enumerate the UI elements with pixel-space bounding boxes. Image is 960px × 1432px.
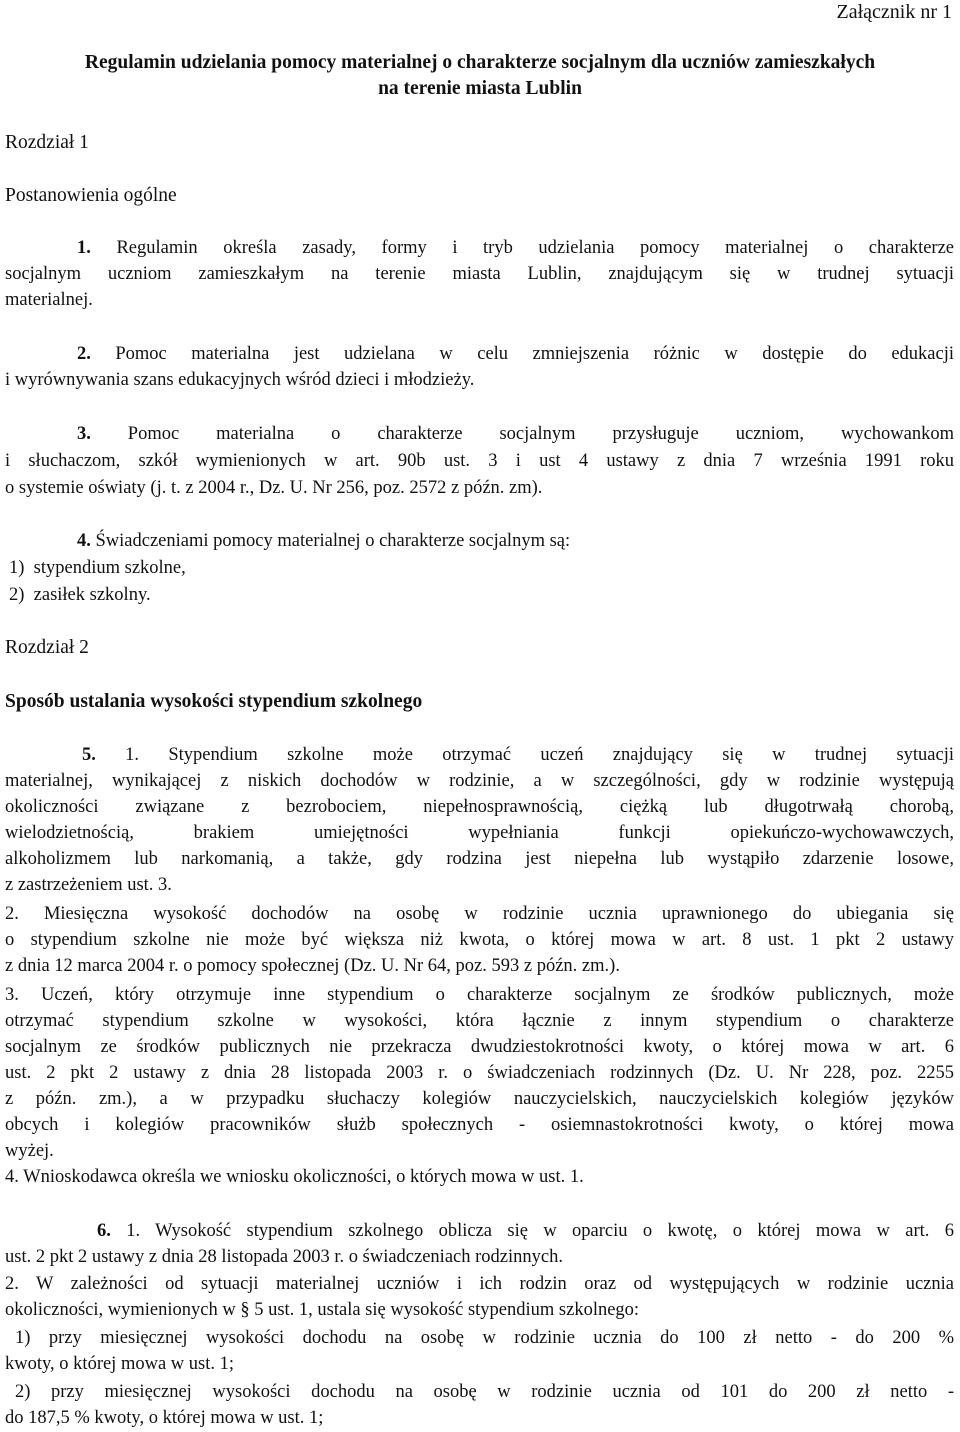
paragraph-5-line: materialnej, wynikającej z niskich dochodów w rodzinie, a w szczególności, gdy w rodzinie występują bbox=[5, 771, 954, 791]
paragraph-2-line-1: 2. Pomoc materialna jest udzielana w celu zmniejszenia różnic w dostępie do edukacji bbox=[77, 344, 954, 364]
paragraph-5-line: obcych i kolegiów pracowników służb społecznych - osiemnastokrotności kwoty, o której mowa bbox=[5, 1115, 954, 1135]
list-item-continuation: kwoty, o której mowa w ust. 1; bbox=[5, 1354, 235, 1374]
attachment-label: Załącznik nr 1 bbox=[836, 1, 952, 23]
paragraph-5-line: wielodzietnością, brakiem umiejętności wypełniania funkcji opiekuńczo-wychowawczych, bbox=[5, 823, 954, 843]
paragraph-2-number: 2. bbox=[77, 344, 91, 364]
paragraph-4-line-1: 4. Świadczeniami pomocy materialnej o charakterze socjalnym są: bbox=[77, 531, 571, 551]
list-item: 2) przy miesięcznej wysokości dochodu na osobę w rodzinie ucznia od 101 do 200 zł netto - bbox=[15, 1382, 954, 1402]
paragraph-5-line: z późn. zm.), a w przypadku słuchaczy kolegiów nauczycielskich, nauczycielskich kolegiów języków bbox=[5, 1089, 954, 1109]
paragraph-6-line: ust. 2 pkt 2 ustawy z dnia 28 listopada 2003 r. o świadczeniach rodzinnych. bbox=[5, 1247, 563, 1267]
chapter-2-label: Rozdział 2 bbox=[5, 637, 89, 658]
document-title-line-1: Regulamin udzielania pomocy materialnej o charakterze socjalnym dla uczniów zamieszkałych bbox=[84, 52, 876, 73]
list-item: 2) zasiłek szkolny. bbox=[9, 585, 151, 605]
paragraph-5-line: wyżej. bbox=[5, 1141, 54, 1161]
chapter-1-label: Rozdział 1 bbox=[5, 132, 89, 153]
paragraph-5-line: ust. 2 pkt 2 ustawy z dnia 28 listopada 2003 r. o świadczeniach rodzinnych (Dz. U. Nr 228, poz. 2255 bbox=[5, 1063, 954, 1083]
paragraph-5-line: alkoholizmem lub narkomanią, a także, gdy rodzina jest niepełna lub wystąpiło zdarzenie losowe, bbox=[5, 849, 954, 869]
paragraph-3-line-3: o systemie oświaty (j. t. z 2004 r., Dz. U. Nr 256, poz. 2572 z późn. zm). bbox=[5, 478, 543, 498]
list-item: 1) stypendium szkolne, bbox=[9, 558, 186, 578]
list-item: 1) przy miesięcznej wysokości dochodu na osobę w rodzinie ucznia do 100 zł netto - do 200 % bbox=[15, 1328, 954, 1348]
paragraph-3-line-1: 3. Pomoc materialna o charakterze socjalnym przysługuje uczniom, wychowankom bbox=[77, 424, 954, 444]
paragraph-5-line: okoliczności związane z bezrobociem, niepełnosprawnością, ciężką lub długotrwałą chorobą, bbox=[5, 797, 954, 817]
paragraph-4-number: 4. bbox=[77, 531, 91, 551]
document-title-line-2: na terenie miasta Lublin bbox=[378, 78, 582, 99]
paragraph-6-number: 6. bbox=[97, 1221, 111, 1241]
paragraph-5-line: 2. Miesięczna wysokość dochodów na osobę w rodzinie ucznia uprawnionego do ubiegania się bbox=[5, 904, 954, 924]
chapter-2-name: Sposób ustalania wysokości stypendium szkolnego bbox=[5, 691, 423, 712]
paragraph-5-line: z dnia 12 marca 2004 r. o pomocy społecznej (Dz. U. Nr 64, poz. 593 z późn. zm.). bbox=[5, 956, 620, 976]
paragraph-6-line: 2. W zależności od sytuacji materialnej uczniów i ich rodzin oraz od występujących w rodzinie ucznia bbox=[5, 1274, 954, 1294]
chapter-1-name: Postanowienia ogólne bbox=[5, 185, 177, 206]
paragraph-6-line: okoliczności, wymienionych w § 5 ust. 1, ustala się wysokość stypendium szkolnego: bbox=[5, 1300, 640, 1320]
paragraph-5-line: z zastrzeżeniem ust. 3. bbox=[5, 875, 172, 895]
paragraph-1-line-1: 1. Regulamin określa zasady, formy i tryb udzielania pomocy materialnej o charakterze bbox=[77, 238, 954, 258]
paragraph-5-line-1: 5. 1. Stypendium szkolne może otrzymać uczeń znajdujący się w trudnej sytuacji bbox=[82, 745, 954, 765]
paragraph-1-line-3: materialnej. bbox=[5, 290, 93, 310]
paragraph-3-line-2: i słuchaczom, szkół wymienionych w art. 90b ust. 3 i ust 4 ustawy z dnia 7 września 1991 roku bbox=[5, 451, 954, 471]
paragraph-5-line: 3. Uczeń, który otrzymuje inne stypendium o charakterze socjalnym ze środków publicznych, może bbox=[5, 985, 954, 1005]
list-item-continuation: do 187,5 % kwoty, o której mowa w ust. 1; bbox=[5, 1408, 324, 1428]
paragraph-5-number: 5. bbox=[82, 745, 96, 765]
paragraph-1-number: 1. bbox=[77, 238, 91, 258]
paragraph-3-number: 3. bbox=[77, 424, 91, 444]
paragraph-5-line: socjalnym ze środków publicznych nie przekracza dwudziestokrotności kwoty, o której mowa w art. 6 bbox=[5, 1037, 954, 1057]
paragraph-1-line-2: socjalnym uczniom zamieszkałym na terenie miasta Lublin, znajdującym się w trudnej sytuacji bbox=[5, 264, 954, 284]
paragraph-2-line-2: i wyrównywania szans edukacyjnych wśród dzieci i młodzieży. bbox=[5, 370, 475, 390]
paragraph-5-line: o stypendium szkolne nie może być większa niż kwota, o której mowa w art. 8 ust. 1 pkt 2 ustawy bbox=[5, 930, 954, 950]
paragraph-6-line-1: 6. 1. Wysokość stypendium szkolnego oblicza się w oparciu o kwotę, o której mowa w art. 6 bbox=[97, 1221, 954, 1241]
paragraph-5-line: otrzymać stypendium szkolne w wysokości, która łącznie z innym stypendium o charakterze bbox=[5, 1011, 954, 1031]
paragraph-5-line: 4. Wnioskodawca określa we wniosku okoliczności, o których mowa w ust. 1. bbox=[5, 1167, 584, 1187]
